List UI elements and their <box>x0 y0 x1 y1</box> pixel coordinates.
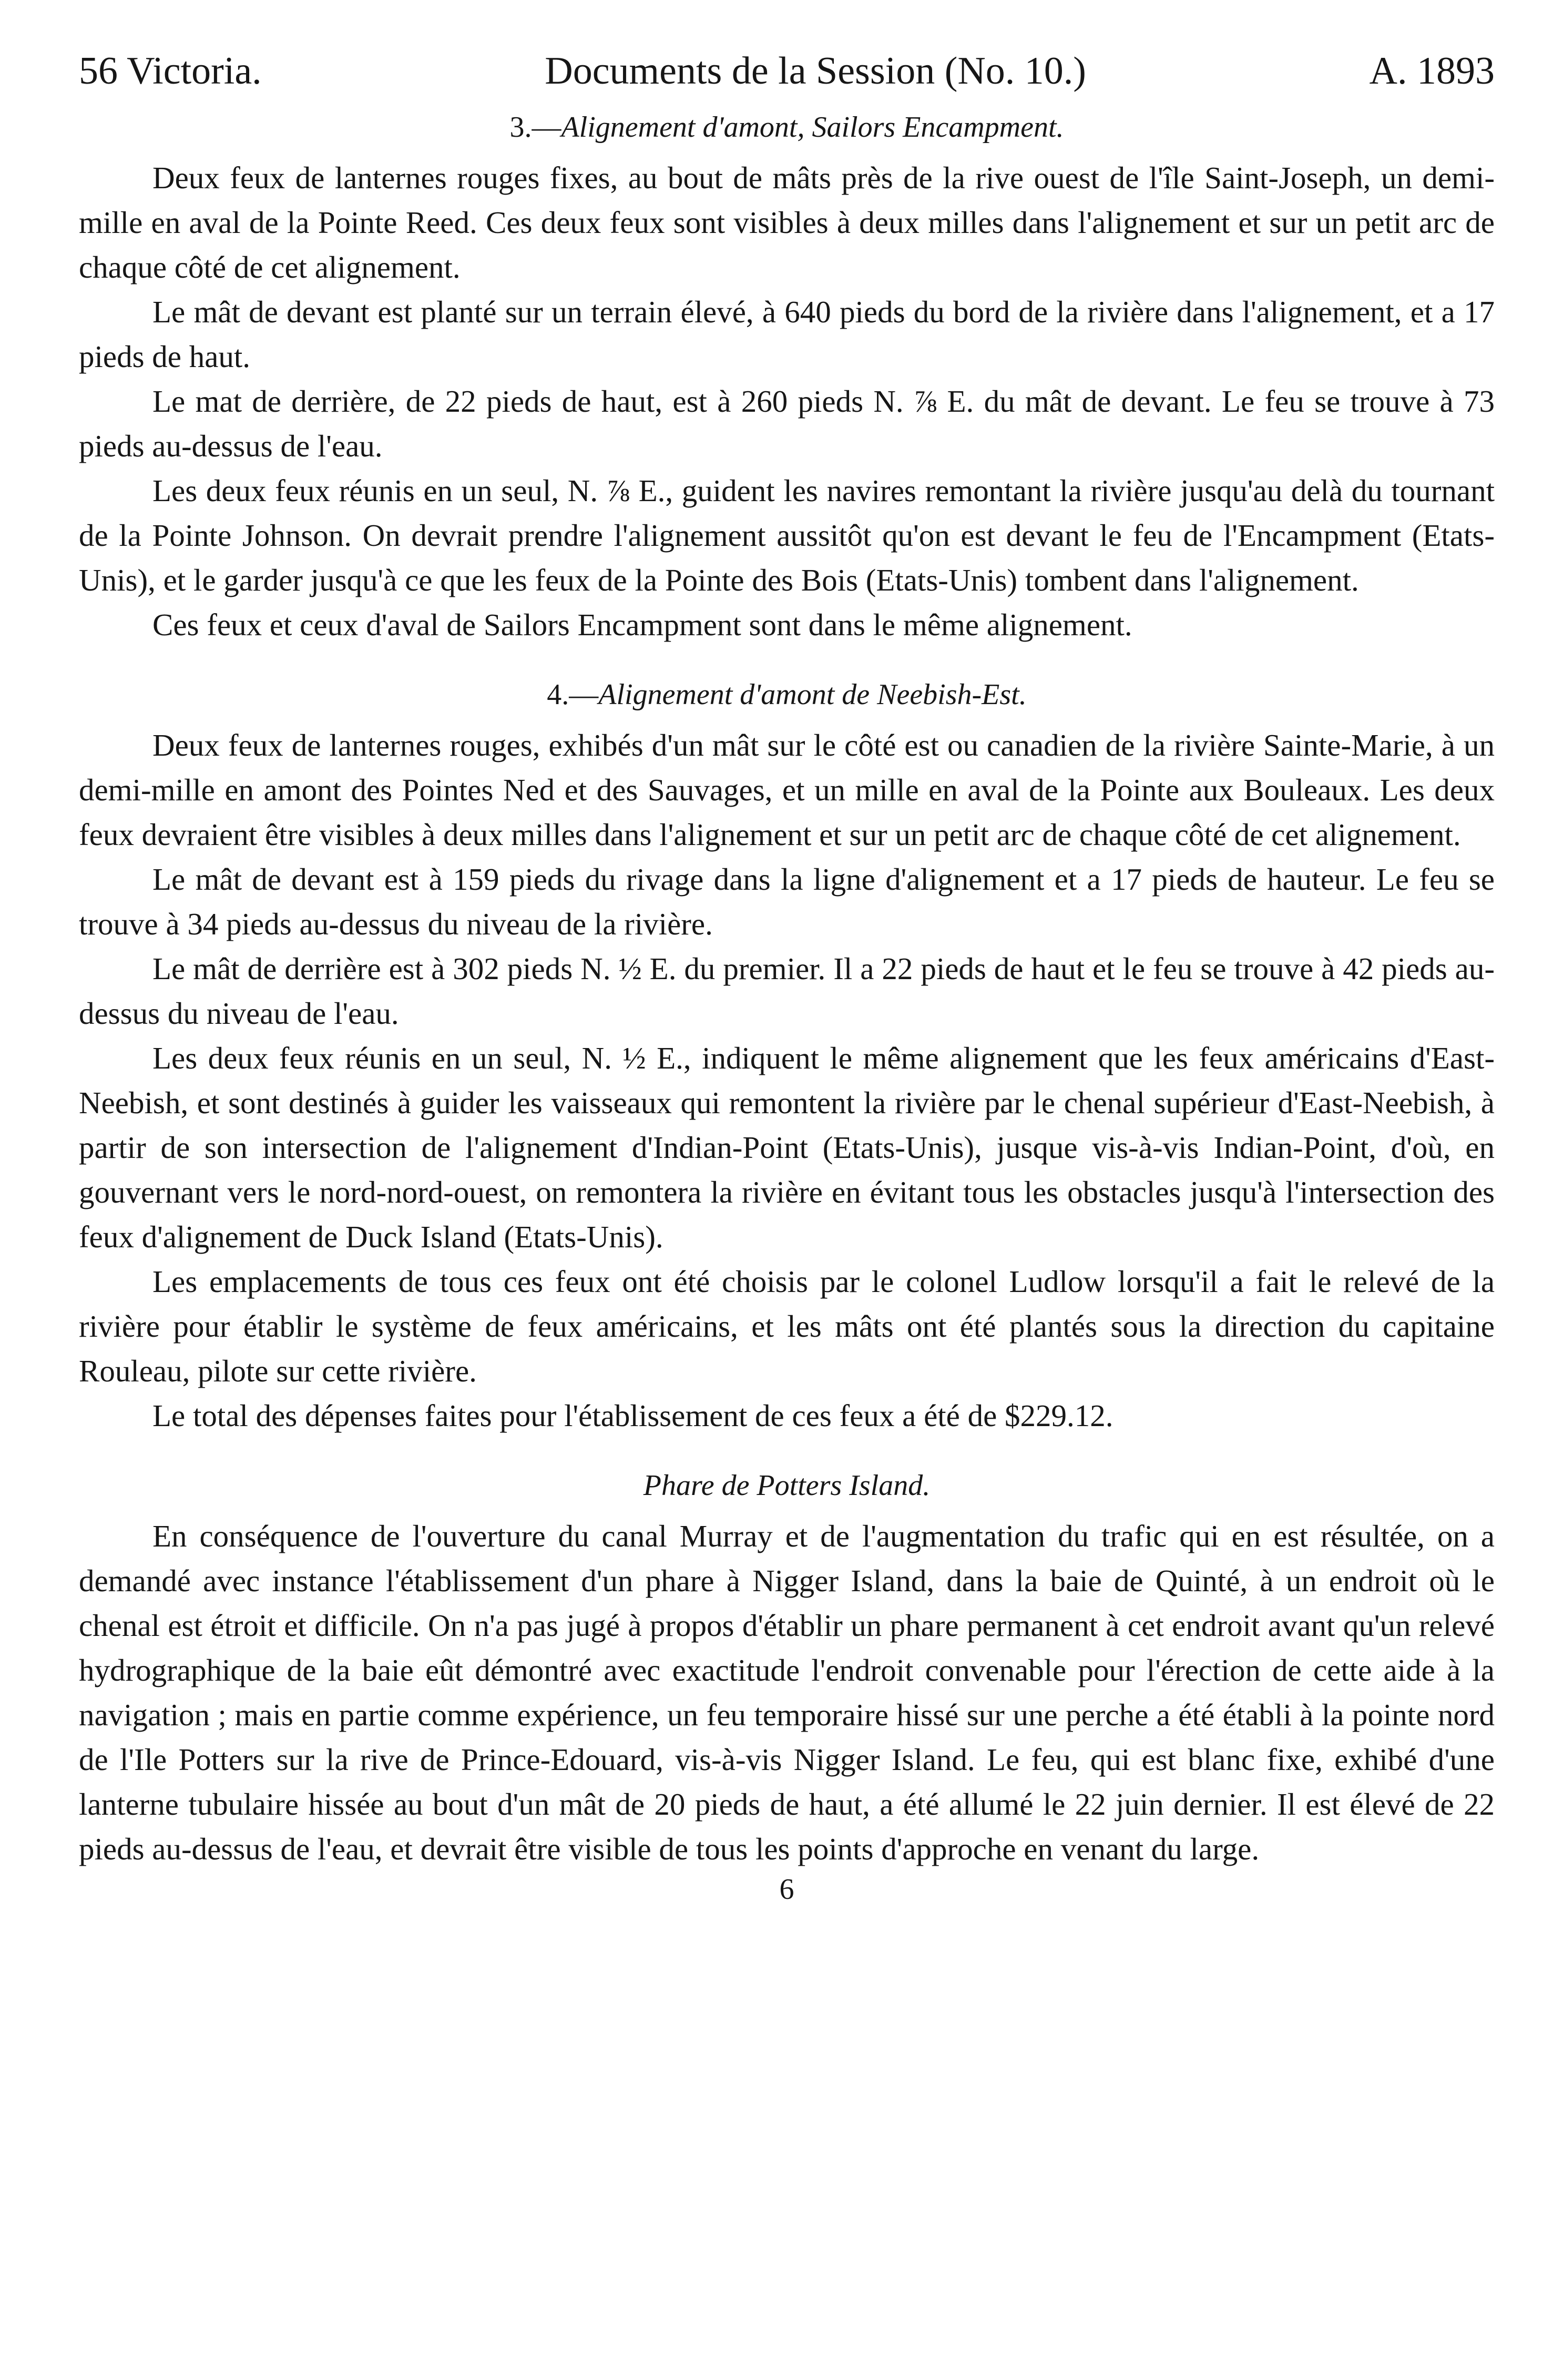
section-3-number: 3.— <box>509 111 561 144</box>
section-4-paragraph-1: Deux feux de lanternes rouges, exhibés d'un mât sur le côté est ou canadien de la rivière Sainte-Marie, à un demi-mille en amont des Pointes Ned et des Sauvages, et un mille en aval de la Pointe aux Bouleaux. Les deux feux devraient être visibles à deux milles dans l'alignement et sur un petit arc de chaque côté de cet alignement. <box>79 728 1495 852</box>
lighthouse-paragraph-1: En conséquence de l'ouverture du canal Murray et de l'augmentation du trafic qui en est résultée, on a demandé avec instance l'établissement d'un phare à Nigger Island, dans la baie de Quinté, à un endroit où le chenal est étroit et difficile. On n'a pas jugé à propos d'établir un phare permanent à cet endroit avant qu'un relevé hydrographique de la baie eût démontré avec exactitude l'endroit convenable pour l'érection de cette aide à la navigation ; mais en partie comme expérience, un feu temporaire hissé sur une perche a été établi à la pointe nord de l'Ile Potters sur la rive de Prince-Edouard, vis-à-vis Nigger Island. Le feu, qui est blanc fixe, exhibé d'une lanterne tubulaire hissée au bout d'un mât de 20 pieds de haut, a été allumé le 22 juin dernier. Il est élevé de 22 pieds au-dessus de l'eau, et devrait être visible de tous les points d'approche en venant du large. <box>79 1519 1495 1866</box>
section-4-paragraph-3: Le mât de derrière est à 302 pieds N. ½ E. du premier. Il a 22 pieds de haut et le feu se trouve à 42 pieds au-dessus du niveau de l'eau. <box>79 951 1495 1031</box>
lighthouse-section-title: Phare de Potters Island. <box>643 1469 931 1502</box>
section-3-heading <box>79 110 1495 144</box>
section-3-title: Alignement d'amont, Sailors Encampment. <box>561 111 1064 144</box>
section-4-paragraph-4: Les deux feux réunis en un seul, N. ½ E., indiquent le même alignement que les feux américains d'East-Neebish, et sont destinés à guider les vaisseaux qui remontent la rivière par le chenal supérieur d'East-Neebish, à partir de son intersection de l'alignement d'Indian-Point (Etats-Unis), jusque vis-à-vis Indian-Point, d'où, en gouvernant vers le nord-nord-ouest, on remontera la rivière en évitant tous les obstacles jusqu'à l'intersection des feux d'alignement de Duck Island (Etats-Unis). <box>79 1041 1495 1254</box>
header-right: A. 1893 <box>1369 49 1495 93</box>
section-4-paragraph-2: Le mât de devant est à 159 pieds du rivage dans la ligne d'alignement et a 17 pieds de hauteur. Le feu se trouve à 34 pieds au-dessus du niveau de la rivière. <box>79 862 1495 941</box>
section-4-heading <box>79 678 1495 711</box>
header-center: Documents de la Session (No. 10.) <box>545 49 1086 93</box>
section-4-paragraph-6: Le total des dépenses faites pour l'établissement de ces feux a été de $229.12. <box>152 1398 1113 1433</box>
page-number: 6 <box>779 1873 794 1906</box>
section-3-paragraph-2: Le mât de devant est planté sur un terrain élevé, à 640 pieds du bord de la rivière dans l'alignement, et a 17 pieds de haut. <box>79 294 1495 374</box>
section-4-title: Alignement d'amont de Neebish-Est. <box>598 678 1027 711</box>
section-4-number: 4.— <box>547 678 599 711</box>
section-3-paragraph-5: Ces feux et ceux d'aval de Sailors Encampment sont dans le même alignement. <box>152 607 1132 642</box>
header-left: 56 Victoria. <box>79 49 262 93</box>
section-3-paragraph-4: Les deux feux réunis en un seul, N. ⅞ E., guident les navires remontant la rivière jusqu'au delà du tournant de la Pointe Johnson. On devrait prendre l'alignement aussitôt qu'on est devant le feu de l'Encampment (Etats-Unis), et le garder jusqu'à ce que les feux de la Pointe des Bois (Etats-Unis) tombent dans l'alignement. <box>79 473 1495 597</box>
section-3-paragraph-1: Deux feux de lanternes rouges fixes, au bout de mâts près de la rive ouest de l'île Saint-Joseph, un demi-mille en aval de la Pointe Reed. Ces deux feux sont visibles à deux milles dans l'alignement et sur un petit arc de chaque côté de cet alignement. <box>79 160 1495 284</box>
running-header <box>79 49 1495 93</box>
section-3-paragraph-3: Le mat de derrière, de 22 pieds de haut, est à 260 pieds N. ⅞ E. du mât de devant. Le feu se trouve à 73 pieds au-dessus de l'eau. <box>79 384 1495 463</box>
lighthouse-section-heading <box>79 1469 1495 1502</box>
section-4-paragraph-5: Les emplacements de tous ces feux ont été choisis par le colonel Ludlow lorsqu'il a fait le relevé de la rivière pour établir le système de feux américains, et les mâts ont été plantés sous la direction du capitaine Rouleau, pilote sur cette rivière. <box>79 1264 1495 1388</box>
